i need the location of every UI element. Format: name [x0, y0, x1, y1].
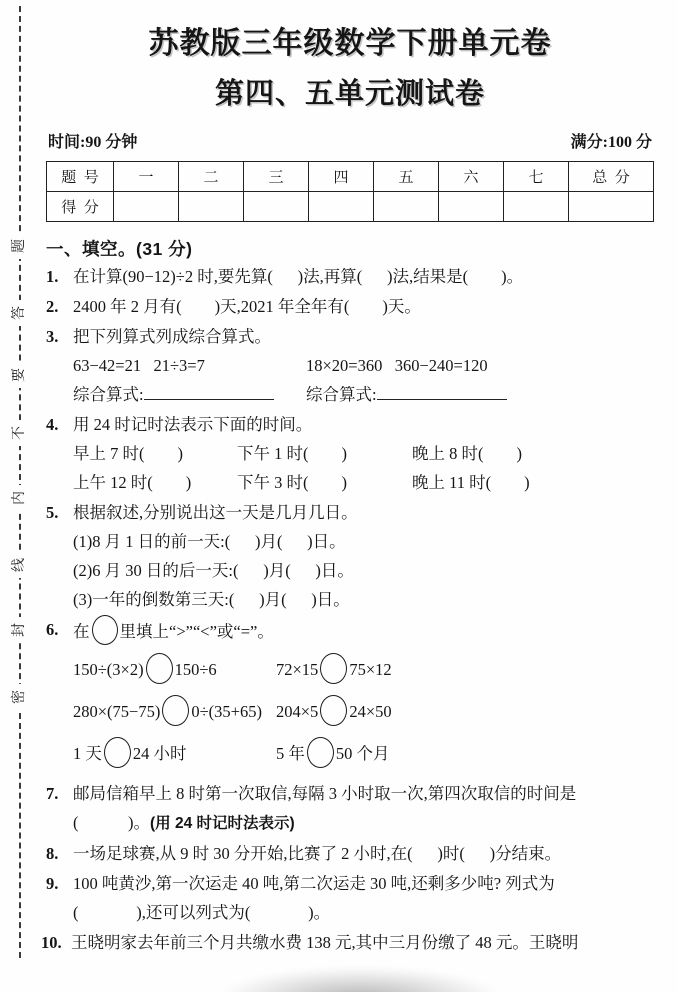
expression-left: 150÷(3×2) — [73, 660, 144, 679]
question-1-number: 1. — [46, 267, 59, 286]
time-blank: 下午 3 时( ) — [237, 473, 347, 492]
paper-subtitle: 第四、五单元测试卷 — [214, 78, 485, 110]
question-1-text: 在计算(90−12)÷2 时,要先算( )法,再算( )法,结果是( )。 — [73, 267, 524, 286]
question-3-number: 3. — [46, 327, 59, 346]
score-cell-total — [569, 192, 654, 222]
score-header-total: 总 分 — [569, 162, 654, 192]
question-6-number: 6. — [46, 620, 59, 639]
expression-right: 24×50 — [349, 702, 392, 721]
answer-line — [144, 383, 274, 401]
score-header-cell-2: 二 — [179, 162, 244, 192]
question-3-answer-lines — [73, 380, 654, 409]
question-7-line-1: 邮局信箱早上 8 时第一次取信,每隔 3 小时取一次,第四次取信的时间是 — [73, 784, 577, 803]
paper-title: 苏教版三年级数学下册单元卷 — [148, 27, 552, 60]
question-4 — [46, 410, 654, 497]
answer-label-left: 综合算式: — [73, 385, 144, 404]
question-9-line-1: 100 吨黄沙,第一次运走 40 吨,第二次运走 30 吨,还剩多少吨? 列式为 — [73, 874, 555, 893]
score-header-question-no: 题 号 — [47, 162, 114, 192]
equation-group-right: 18×20=360 360−240=120 — [306, 356, 488, 375]
question-8-number: 8. — [46, 844, 59, 863]
question-4-row-1 — [73, 439, 654, 468]
score-header-cell-1: 一 — [114, 162, 179, 192]
comparison-row-2 — [73, 691, 654, 733]
score-cell-6 — [439, 192, 504, 222]
comparison-circle — [104, 737, 131, 768]
time-blank: 晚上 8 时( ) — [412, 444, 522, 463]
paper-content — [41, 0, 654, 957]
time-limit-label: 时间:90 分钟 — [48, 134, 138, 151]
question-8 — [46, 839, 654, 868]
question-9-number: 9. — [46, 874, 59, 893]
score-header-cell-7: 七 — [504, 162, 569, 192]
score-cell-2 — [179, 192, 244, 222]
question-2 — [46, 292, 654, 321]
comparison-circle — [92, 615, 118, 645]
time-blank: 晚上 11 时( ) — [412, 473, 530, 492]
page-bottom-shadow — [195, 954, 525, 992]
score-cell-5 — [374, 192, 439, 222]
expression-right: 75×12 — [349, 660, 392, 679]
question-5-text: 根据叙述,分别说出这一天是几月几日。 — [73, 503, 358, 522]
question-10-number: 10. — [41, 933, 62, 952]
time-blank: 早上 7 时( ) — [73, 444, 183, 463]
question-3-text: 把下列算式列成综合算式。 — [73, 327, 271, 346]
full-score-label: 满分:100 分 — [570, 134, 652, 151]
score-header-cell-6: 六 — [439, 162, 504, 192]
question-3-equations — [73, 351, 654, 380]
comparison-circle — [320, 695, 347, 726]
notation-note: (用 24 时记时法表示) — [150, 815, 295, 832]
score-table-score-row — [47, 192, 654, 222]
seal-text-char: 内 — [7, 485, 33, 511]
seal-text-char: 要 — [7, 362, 33, 388]
expression-left: 5 年 — [276, 744, 305, 763]
question-1 — [46, 262, 654, 291]
question-5 — [46, 498, 654, 614]
question-5-item-3: (3)一年的倒数第三天:( )月( )日。 — [73, 590, 350, 609]
question-9-line-2: ( ),还可以列式为( )。 — [73, 903, 331, 922]
equation-group-left: 63−42=21 21÷3=7 — [73, 356, 205, 375]
seal-text-char: 线 — [7, 552, 33, 578]
question-5-number: 5. — [46, 503, 59, 522]
seal-text-char: 封 — [7, 617, 33, 643]
score-row-label: 得 分 — [47, 192, 114, 222]
answer-blank: ( )。 — [73, 813, 150, 832]
question-2-text: 2400 年 2 月有( )天,2021 年全年有( )天。 — [73, 297, 421, 316]
score-header-cell-4: 四 — [309, 162, 374, 192]
seal-text-char: 密 — [7, 684, 33, 710]
question-4-text: 用 24 时记时法表示下面的时间。 — [73, 415, 313, 434]
expression-left: 280×(75−75) — [73, 702, 161, 721]
expression-right: 0÷(35+65) — [191, 702, 262, 721]
answer-label-right: 综合算式: — [306, 385, 377, 404]
score-table — [46, 161, 654, 222]
question-6-text-after: 里填上“>”“<”或“=”。 — [119, 622, 274, 641]
comparison-circle — [320, 653, 347, 684]
question-4-row-2 — [73, 468, 654, 497]
score-cell-1 — [114, 192, 179, 222]
comparison-row-1 — [73, 649, 654, 691]
seal-text-char: 题 — [7, 233, 33, 259]
question-5-item-2: (2)6 月 30 日的后一天:( )月( )日。 — [73, 561, 354, 580]
comparison-row-3 — [73, 733, 654, 775]
expression-left: 72×15 — [276, 660, 319, 679]
expression-left: 204×5 — [276, 702, 319, 721]
question-6-text — [73, 615, 654, 649]
score-header-cell-5: 五 — [374, 162, 439, 192]
score-table-header-row — [47, 162, 654, 192]
time-blank: 上午 12 时( ) — [73, 473, 192, 492]
expression-left: 1 天 — [73, 744, 102, 763]
question-9 — [46, 869, 654, 927]
question-5-item-1: (1)8 月 1 日的前一天:( )月( )日。 — [73, 532, 346, 551]
question-7-number: 7. — [46, 784, 59, 803]
expression-right: 150÷6 — [174, 660, 217, 679]
seal-binding-line — [19, 6, 21, 958]
question-2-number: 2. — [46, 297, 59, 316]
score-cell-3 — [244, 192, 309, 222]
comparison-circle — [162, 695, 189, 726]
question-3 — [46, 322, 654, 409]
comparison-circle — [307, 737, 334, 768]
seal-text-char: 不 — [7, 420, 33, 446]
time-blank: 下午 1 时( ) — [237, 444, 347, 463]
question-10 — [41, 928, 654, 957]
score-header-cell-3: 三 — [244, 162, 309, 192]
question-6-text-before: 在 — [73, 622, 90, 641]
comparison-circle — [146, 653, 173, 684]
answer-line — [377, 383, 507, 401]
question-4-number: 4. — [46, 415, 59, 434]
expression-right: 50 个月 — [335, 744, 390, 763]
seal-text-char: 答 — [7, 300, 33, 326]
question-10-text: 王晓明家去年前三个月共缴水费 138 元,其中三月份缴了 48 元。王晓明 — [71, 933, 579, 952]
question-8-text: 一场足球赛,从 9 时 30 分开始,比赛了 2 小时,在( )时( )分结束。 — [73, 844, 562, 863]
question-7 — [46, 779, 654, 838]
score-cell-7 — [504, 192, 569, 222]
paper-meta-row — [46, 129, 654, 152]
expression-right: 24 小时 — [132, 744, 187, 763]
section-1-heading: 一、填空。(31 分) — [46, 239, 193, 259]
question-7-line-2 — [73, 808, 654, 838]
score-cell-4 — [309, 192, 374, 222]
question-6 — [46, 615, 654, 775]
